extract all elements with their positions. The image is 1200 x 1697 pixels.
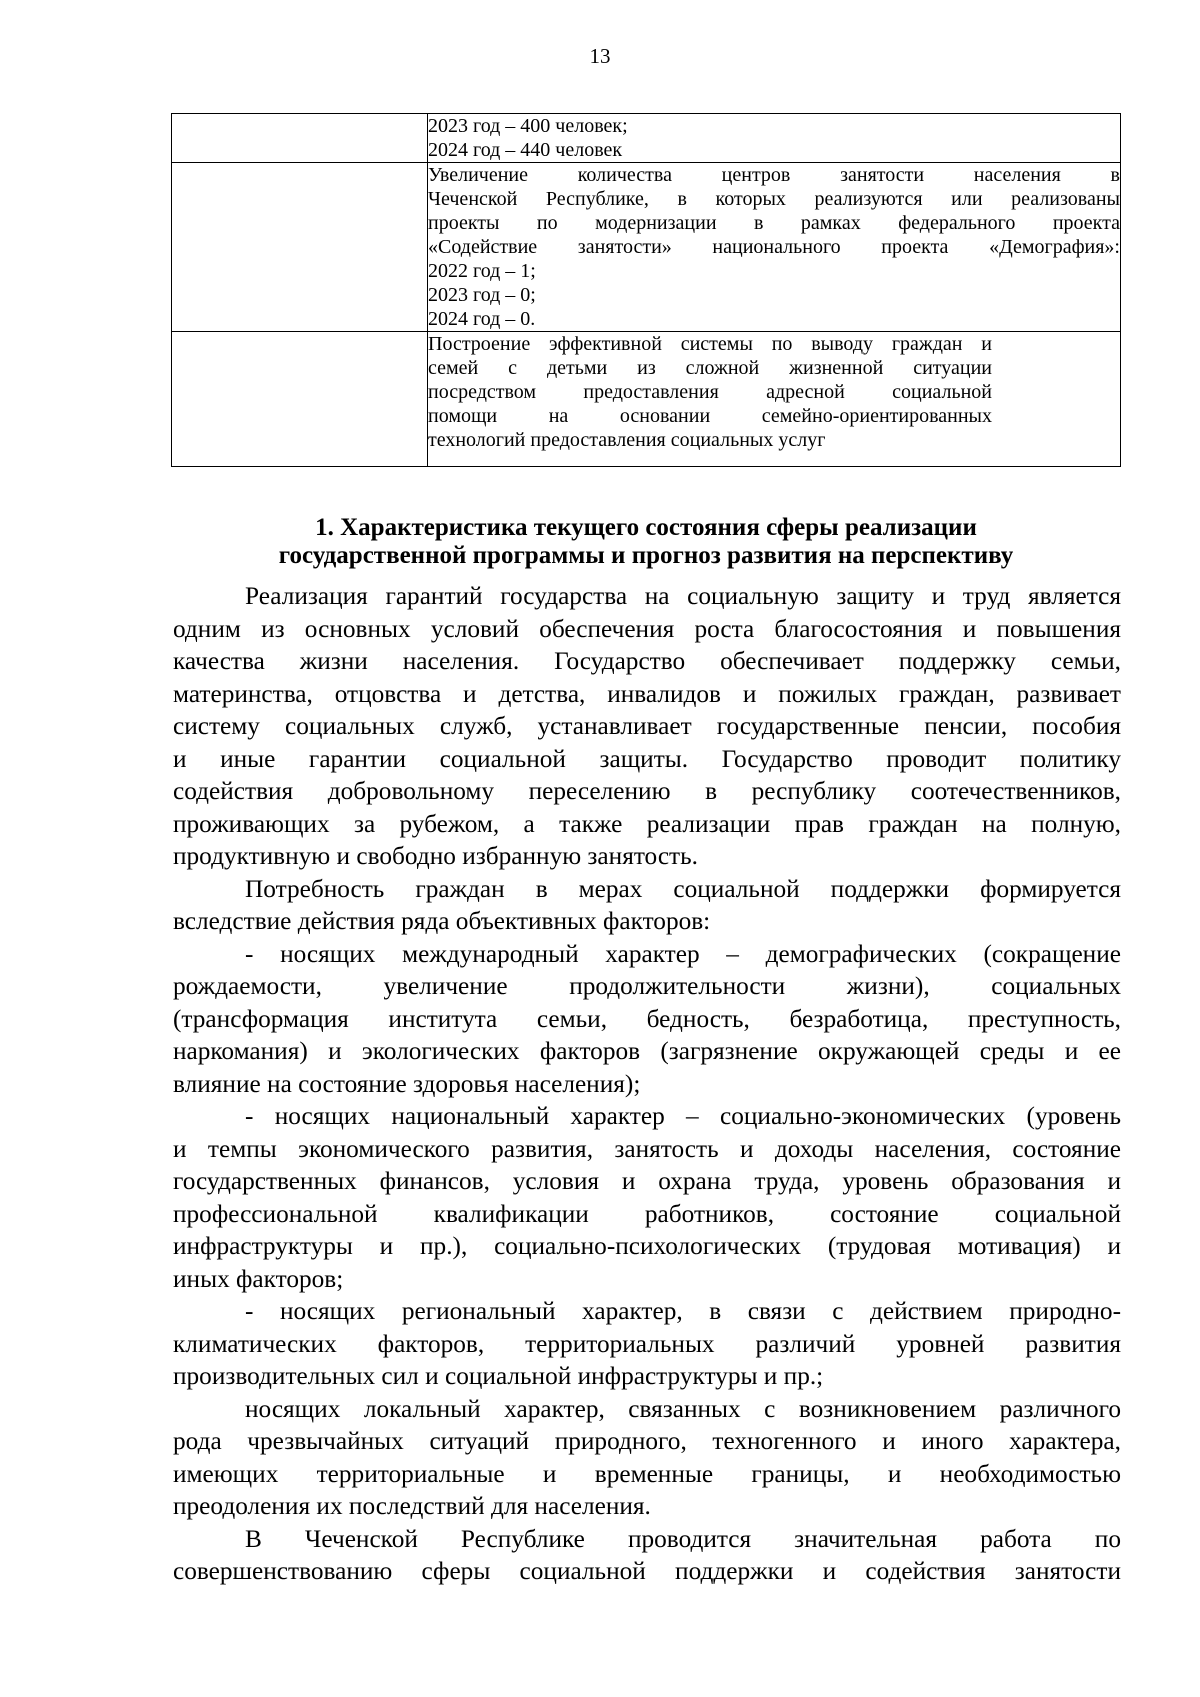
cell-line: 2023 год – 0; — [428, 284, 536, 306]
paragraph-line: одним из основных условий обеспечения роста благосостояния и повышения — [173, 614, 1121, 643]
table-row — [172, 114, 1121, 163]
paragraph-line: наркомания) и экологических факторов (загрязнение окружающей среды и ее — [173, 1037, 1121, 1065]
paragraph-line: иных факторов; — [173, 1264, 344, 1293]
paragraph-line: имеющих территориальные и временные границы, и необходимостью — [173, 1459, 1121, 1488]
paragraph-line: рождаемости, увеличение продолжительности жизни), социальных — [173, 972, 1121, 1000]
section-heading — [171, 514, 1121, 570]
table-cell-right — [428, 114, 1121, 163]
cell-line: семей с детьми из сложной жизненной ситуации — [428, 357, 992, 379]
table-cell-left — [172, 114, 428, 163]
table-cell-left — [172, 332, 428, 467]
paragraph-line: - носящих международный характер – демографических (сокращение — [245, 939, 1121, 968]
paragraph-line: содействия добровольному переселению в республику соотечественников, — [173, 777, 1121, 805]
body-text — [173, 580, 1121, 1588]
cell-line: 2022 год – 1; — [428, 260, 536, 282]
cell-line: «Содействие занятости» национального проекта «Демография»: — [428, 236, 1120, 258]
cell-text — [428, 163, 1120, 331]
paragraph-line: проживающих за рубежом, а также реализации прав граждан на полную, — [173, 809, 1121, 838]
paragraph-line: носящих локальный характер, связанных с возникновением различного — [245, 1394, 1121, 1423]
cell-line: 2024 год – 0. — [428, 308, 536, 330]
table-cell-right — [428, 332, 1121, 467]
paragraph-line: качества жизни населения. Государство обеспечивает поддержку семьи, — [173, 647, 1121, 675]
paragraph-line: и иные гарантии социальной защиты. Государство проводит политику — [173, 744, 1121, 773]
paragraph — [173, 1100, 1121, 1295]
cell-line: Чеченской Республике, в которых реализуются или реализованы — [428, 188, 1120, 210]
paragraph-line: - носящих национальный характер – социально-экономических (уровень — [245, 1102, 1121, 1130]
paragraph-line: рода чрезвычайных ситуаций природного, техногенного и иного характера, — [173, 1427, 1121, 1455]
paragraph — [173, 1295, 1121, 1393]
paragraph-line: Реализация гарантий государства на социальную защиту и труд является — [245, 582, 1121, 610]
paragraph-line: и темпы экономического развития, занятость и доходы населения, состояние — [173, 1134, 1121, 1163]
cell-text — [428, 332, 992, 452]
table-row — [172, 332, 1121, 467]
paragraph-line: инфраструктуры и пр.), социально-психологических (трудовая мотивация) и — [173, 1232, 1121, 1260]
paragraph — [173, 1523, 1121, 1588]
paragraph — [173, 938, 1121, 1101]
cell-line: 2023 год – 400 человек; — [428, 115, 628, 137]
cell-line: технологий предоставления социальных услуг — [428, 429, 826, 451]
paragraph-line: производительных сил и социальной инфраструктуры и пр.; — [173, 1362, 824, 1390]
table-cell-right — [428, 163, 1121, 332]
paragraph-line: преодоления их последствий для населения. — [173, 1492, 651, 1520]
cell-text — [428, 114, 1120, 162]
paragraph-line: профессиональной квалификации работников, состояние социальной — [173, 1199, 1121, 1228]
section-heading-line-2: государственной программы и прогноз развития на перспективу — [278, 542, 1014, 569]
cell-line: Построение эффективной системы по выводу граждан и — [428, 333, 992, 355]
paragraph — [173, 873, 1121, 938]
paragraph-line: систему социальных служб, устанавливает государственные пенсии, пособия — [173, 712, 1121, 740]
cell-line: Увеличение количества центров занятости населения в — [428, 164, 1120, 186]
paragraph-line: государственных финансов, условия и охрана труда, уровень образования и — [173, 1167, 1121, 1195]
paragraph-line: вследствие действия ряда объективных факторов: — [173, 907, 711, 935]
table-cell-left — [172, 163, 428, 332]
cell-line: посредством предоставления адресной социальной — [428, 381, 992, 403]
paragraph-line: климатических факторов, территориальных различий уровней развития — [173, 1329, 1121, 1358]
cell-line: помощи на основании семейно-ориентированных — [428, 405, 992, 427]
paragraph-line: совершенствованию сферы социальной поддержки и содействия занятости — [173, 1557, 1121, 1585]
cell-line: проекты по модернизации в рамках федерального проекта — [428, 212, 1120, 234]
paragraph — [173, 1393, 1121, 1523]
cell-line: 2024 год – 440 человек — [428, 139, 623, 161]
page-number: 13 — [589, 44, 611, 68]
paragraph-line: (трансформация института семьи, бедность, безработица, преступность, — [173, 1004, 1121, 1033]
paragraph-line: В Чеченской Республике проводится значительная работа по — [245, 1524, 1121, 1553]
paragraph-line: продуктивную и свободно избранную занятость. — [173, 842, 698, 870]
paragraph-line: - носящих региональный характер, в связи с действием природно- — [245, 1297, 1121, 1325]
paragraph-line: Потребность граждан в мерах социальной поддержки формируется — [245, 874, 1121, 903]
targets-table — [171, 113, 1121, 467]
paragraph — [173, 580, 1121, 873]
paragraph-line: влияние на состояние здоровья населения); — [173, 1069, 641, 1098]
table-row — [172, 163, 1121, 332]
section-heading-line-1: 1. Характеристика текущего состояния сферы реализации — [315, 514, 977, 541]
paragraph-line: материнства, отцовства и детства, инвалидов и пожилых граждан, развивает — [173, 679, 1121, 708]
